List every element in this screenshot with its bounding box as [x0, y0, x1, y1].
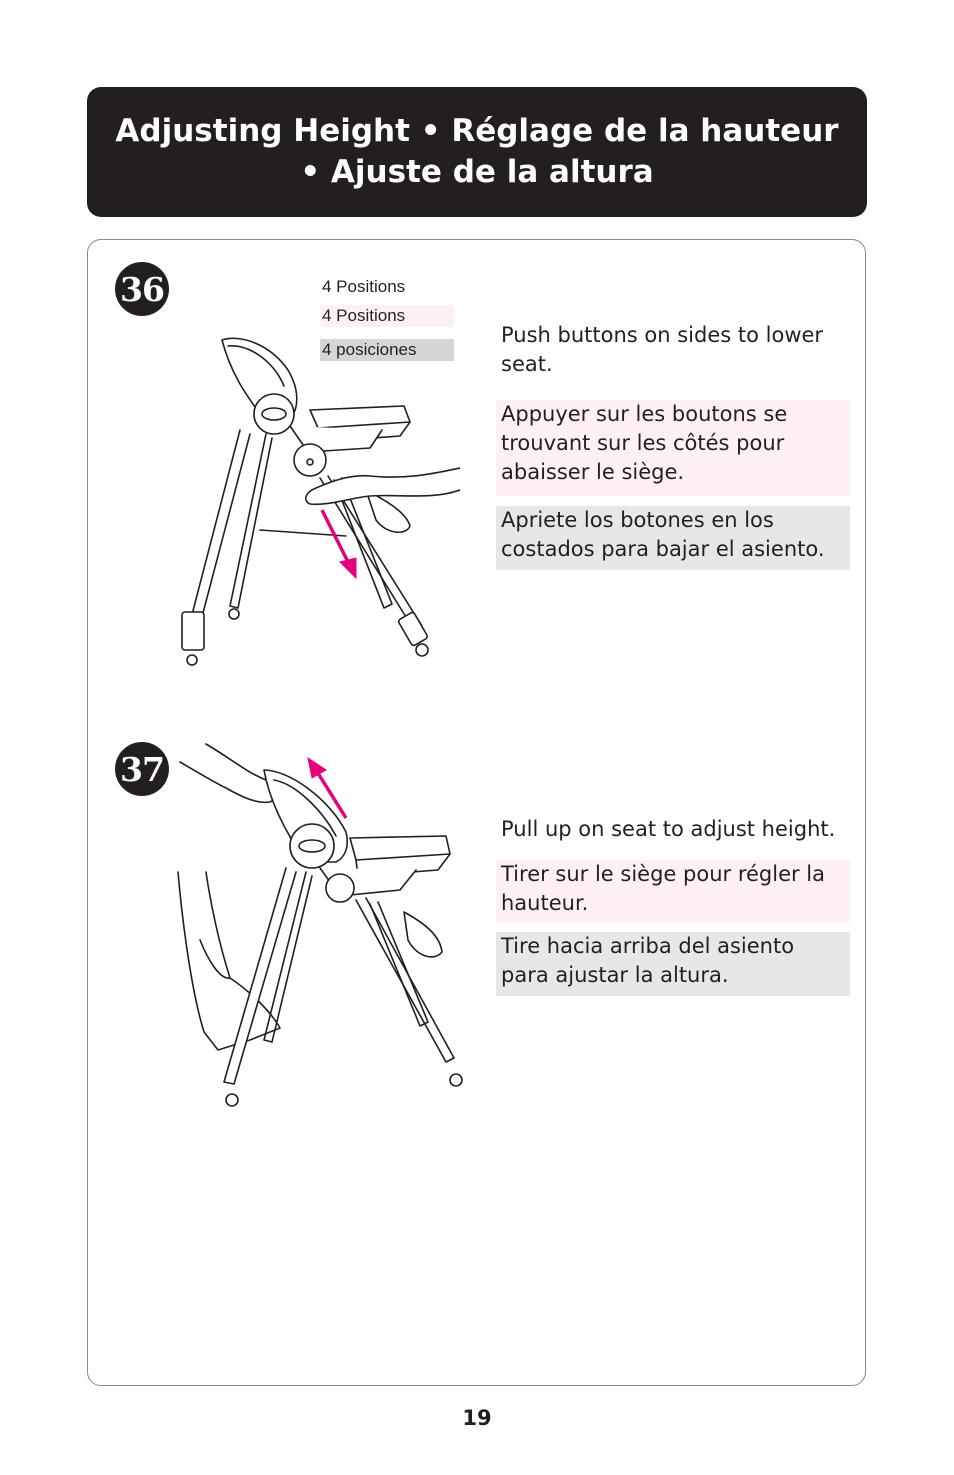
highchair-raise-illustration [170, 740, 470, 1110]
page-number: 19 [462, 1406, 492, 1430]
highchair-lower-illustration [170, 330, 460, 675]
positions-label-fr: 4 Positions [320, 305, 454, 327]
step-36-text-en: Push buttons on sides to lower seat. [501, 323, 824, 376]
positions-label-es: 4 posiciones [320, 339, 454, 361]
step-37-text-en: Pull up on seat to adjust height. [501, 817, 836, 841]
step-37-text-es: Tire hacia arriba del asiento para ajustar la altura. [496, 932, 850, 996]
positions-label-en: 4 Positions [322, 277, 406, 296]
step-37-badge: 37 [115, 742, 169, 796]
header-title-line-2: • Ajuste de la altura [300, 154, 654, 190]
step-36-badge: 36 [115, 262, 169, 316]
page-header [87, 87, 867, 217]
step-36-text-es: Apriete los botones en los costados para bajar el asiento. [496, 506, 850, 570]
step-37-text-fr: Tirer sur le siège pour régler la hauteur. [496, 860, 850, 922]
step-36-text-fr: Appuyer sur les boutons se trouvant sur les côtés pour abaisser le siège. [496, 400, 850, 496]
header-title-line-1: Adjusting Height • Réglage de la hauteur [115, 113, 839, 149]
